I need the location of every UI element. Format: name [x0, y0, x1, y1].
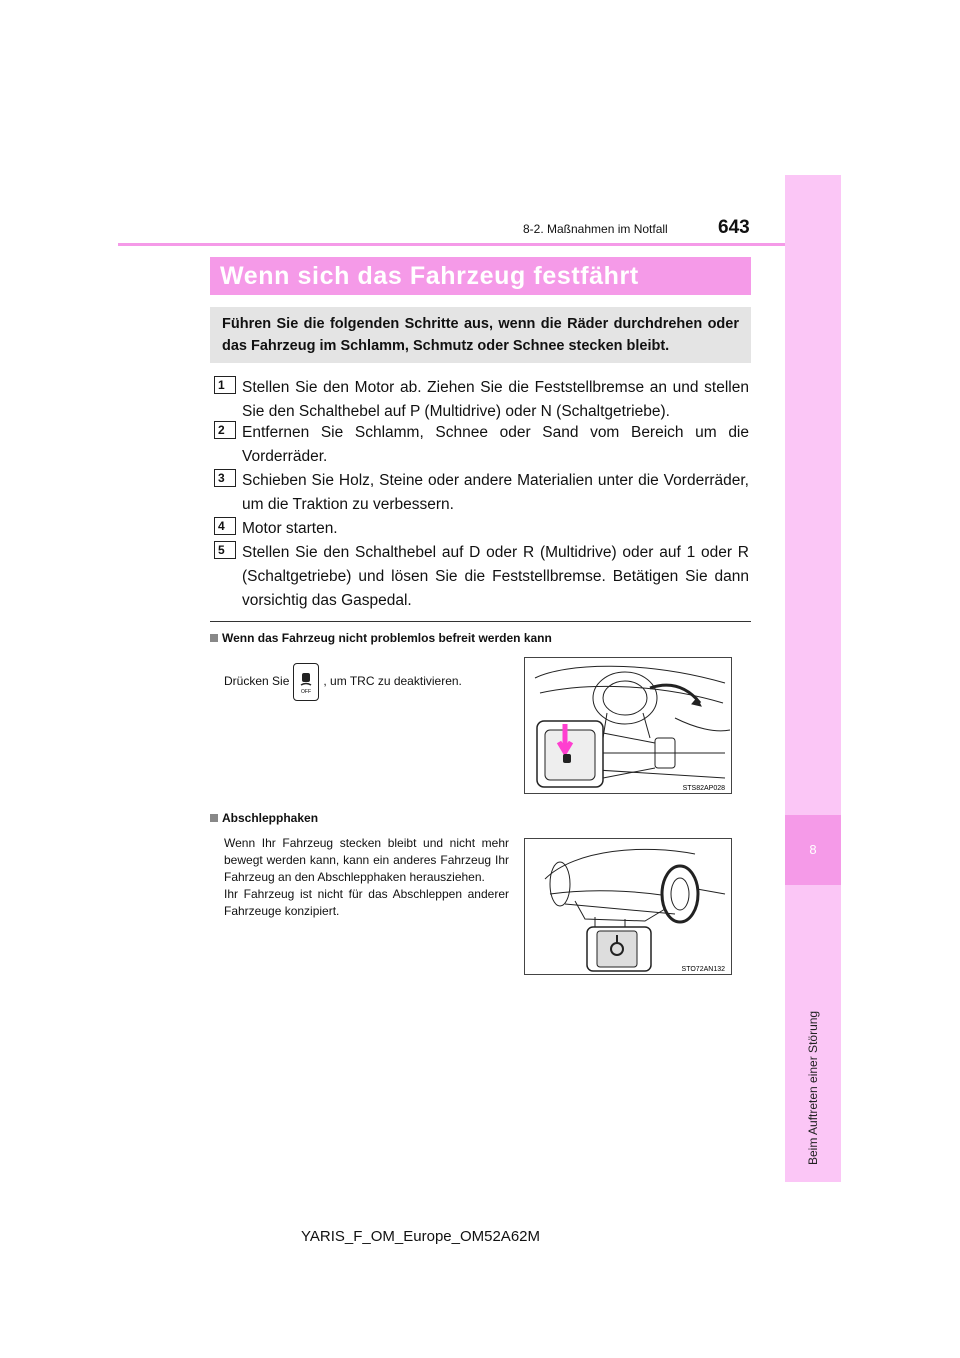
- step-3: [214, 469, 749, 517]
- step-text: Stellen Sie den Schalthebel auf D oder R (Multidrive) oder auf 1 oder R (Schaltgetriebe) und lösen Sie die Feststellbremse. Betätigen Sie dann vorsichtig das Gaspedal.: [242, 544, 749, 609]
- svg-text:OFF: OFF: [301, 688, 312, 695]
- chapter-side-tab: [785, 175, 841, 1182]
- chapter-number: 8: [785, 815, 841, 885]
- tow-hook-heading: Abschlepphaken: [210, 811, 318, 825]
- square-bullet-icon: [210, 814, 218, 822]
- square-bullet-icon: [210, 634, 218, 642]
- tow-hook-figure: [524, 838, 732, 975]
- document-footer: YARIS_F_OM_Europe_OM52A62M: [301, 1228, 540, 1245]
- step-text: Stellen Sie den Motor ab. Ziehen Sie die Feststellbremse an und stellen Sie den Schalthebel auf P (Multidrive) oder N (Schaltgetriebe).: [242, 379, 749, 420]
- tow-hook-text: Wenn Ihr Fahrzeug stecken bleibt und nicht mehr bewegt werden kann, kann ein anderes Fahrzeug Ihr Fahrzeug an den Abschlepphaken herausziehen. Ihr Fahrzeug ist nicht für das Abschleppen anderer Fahrzeuge konzipiert.: [224, 836, 509, 918]
- step-number: 1: [214, 376, 236, 394]
- step-number: 3: [214, 469, 236, 487]
- trc-heading: Wenn das Fahrzeug nicht problemlos befreit werden kann: [210, 631, 552, 645]
- section-divider: [210, 621, 751, 622]
- trc-switch-figure: [524, 657, 732, 794]
- page-number: 643: [718, 217, 750, 238]
- section-reference: 8-2. Maßnahmen im Notfall: [523, 222, 668, 236]
- step-text: Entfernen Sie Schlamm, Schnee oder Sand vom Bereich um die Vorderräder.: [242, 424, 749, 465]
- page-title: Wenn sich das Fahrzeug festfährt: [210, 257, 751, 295]
- step-text: Schieben Sie Holz, Steine oder andere Materialien unter die Vorderräder, um die Traktion zu verbessern.: [242, 472, 749, 513]
- step-2: [214, 421, 749, 469]
- trc-off-button-icon: [293, 663, 319, 701]
- step-text: Motor starten.: [242, 520, 338, 537]
- intro-box: Führen Sie die folgenden Schritte aus, wenn die Räder durchdrehen oder das Fahrzeug im Schlamm, Schmutz oder Schnee stecken bleibt.: [210, 307, 751, 363]
- step-number: 4: [214, 517, 236, 535]
- svg-text:STS82AP028: STS82AP028: [682, 785, 725, 792]
- step-number: 5: [214, 541, 236, 559]
- svg-text:STO72AN132: STO72AN132: [681, 966, 725, 973]
- trc-instruction: Drücken Sie OFF , um TRC zu deaktivieren.: [224, 662, 509, 701]
- header-divider: [118, 243, 785, 246]
- step-number: 2: [214, 421, 236, 439]
- step-5: [214, 541, 749, 613]
- chapter-title: Beim Auftreten einer Störung: [806, 1010, 820, 1165]
- step-1: [214, 376, 749, 424]
- step-4: [214, 517, 749, 541]
